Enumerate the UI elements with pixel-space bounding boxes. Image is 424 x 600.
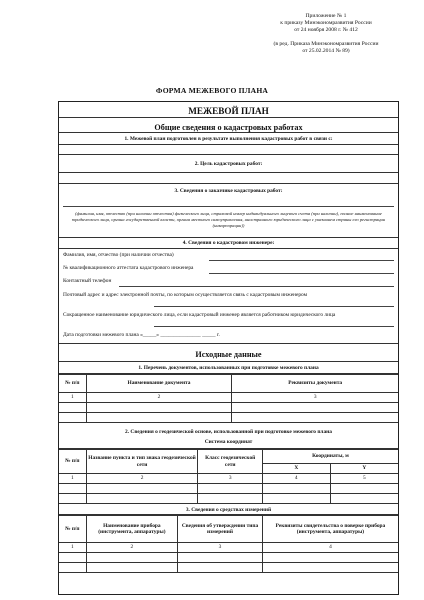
table-row bbox=[59, 375, 398, 393]
table-row[interactable] bbox=[59, 403, 398, 413]
source-title-row bbox=[59, 344, 398, 362]
header-line: от 25.02.2014 № 89) bbox=[302, 47, 350, 54]
col-header: Наименование документа bbox=[86, 375, 232, 393]
table-cell[interactable] bbox=[198, 494, 262, 504]
form-frame bbox=[58, 101, 399, 595]
col-number: 2 bbox=[86, 393, 232, 403]
engineer-block bbox=[59, 249, 398, 344]
plan-title: МЕЖЕВОЙ ПЛАН bbox=[188, 106, 269, 116]
table-cell[interactable] bbox=[59, 403, 86, 413]
header-line: Приложение № 1 bbox=[305, 13, 347, 19]
col-number: 2 bbox=[86, 474, 198, 484]
phone-line[interactable] bbox=[119, 286, 394, 287]
engineer-name-label: Фамилия, имя, отчество (при наличии отчества) bbox=[63, 252, 174, 258]
table-cell[interactable] bbox=[59, 494, 86, 504]
plan-title-row bbox=[59, 102, 398, 118]
general-title-row bbox=[59, 118, 398, 133]
general-title: Общие сведения о кадастровых работах bbox=[154, 123, 303, 132]
table-cell[interactable] bbox=[59, 563, 86, 573]
col-header: Наименование прибора (инструмента, аппаратуры) bbox=[86, 516, 178, 543]
col-number: 4 bbox=[262, 474, 330, 484]
certificate-line[interactable] bbox=[209, 273, 394, 274]
col-header: Реквизиты документа bbox=[232, 375, 398, 393]
instruments-table bbox=[59, 515, 398, 573]
table-row bbox=[59, 543, 398, 553]
table-row[interactable] bbox=[59, 563, 398, 573]
table-row[interactable] bbox=[59, 494, 398, 504]
table-cell[interactable] bbox=[178, 563, 263, 573]
table-cell[interactable] bbox=[86, 403, 232, 413]
col-header: № п/п bbox=[59, 375, 86, 393]
table-cell[interactable] bbox=[232, 403, 398, 413]
col-header: Сведения об утверждении типа измерений bbox=[178, 516, 263, 543]
table-cell[interactable] bbox=[178, 553, 263, 563]
table-cell[interactable] bbox=[262, 494, 330, 504]
engineer-name-line[interactable] bbox=[209, 260, 394, 261]
table-cell[interactable] bbox=[198, 484, 262, 494]
source-title: Исходные данные bbox=[195, 350, 262, 359]
header-line: от 24 ноября 2008 г. № 412 bbox=[294, 27, 358, 34]
col-number: 5 bbox=[330, 474, 398, 484]
table-1-title: 1. Перечень документов, использованных при подготовке межевого плана bbox=[59, 362, 398, 374]
col-header: Название пункта и тип знака геодезической сети bbox=[86, 450, 198, 474]
col-number: 1 bbox=[59, 543, 86, 553]
col-header: № п/п bbox=[59, 516, 86, 543]
col-number: 3 bbox=[198, 474, 262, 484]
table-cell[interactable] bbox=[59, 553, 86, 563]
table-cell[interactable] bbox=[59, 484, 86, 494]
section-3-block bbox=[59, 184, 398, 238]
table-2-title-block bbox=[59, 425, 398, 449]
col-number: 4 bbox=[262, 543, 398, 553]
address-line[interactable] bbox=[154, 306, 394, 307]
customer-note: (фамилия, имя, отчество (при наличии отчества) физического лица, страховой номер индивидуального лицевого счета (при наличии), полное наименование юридического лица, органа государственной власти, органа местного самоуправления, иностранного юридического лица с указанием страны его регистрации (инкорпорации)) bbox=[71, 211, 386, 228]
section-3-title: 3. Сведения о заказчике кадастровых работ: bbox=[174, 188, 283, 194]
section-2-field[interactable] bbox=[59, 173, 398, 184]
table-row[interactable] bbox=[59, 553, 398, 563]
table-2-title: 2. Сведения о геодезической основе, использованной при подготовке межевого плана bbox=[125, 429, 332, 435]
table-cell[interactable] bbox=[86, 553, 178, 563]
header-line: (в ред. Приказа Минэкономразвития России bbox=[273, 40, 379, 47]
table-row[interactable] bbox=[59, 484, 398, 494]
table-row bbox=[59, 450, 398, 464]
section-2-title: 2. Цель кадастровых работ: bbox=[59, 155, 398, 173]
form-title: ФОРМА МЕЖЕВОГО ПЛАНА bbox=[155, 86, 269, 95]
customer-input-line[interactable] bbox=[63, 206, 394, 207]
table-cell[interactable] bbox=[262, 563, 398, 573]
table-cell[interactable] bbox=[59, 413, 86, 423]
table-row bbox=[59, 393, 398, 403]
table-row bbox=[59, 516, 398, 543]
col-header: Реквизиты свидетельства о поверке прибора (инструмента, аппаратуры) bbox=[262, 516, 398, 543]
col-number: 2 bbox=[86, 543, 178, 553]
table-cell[interactable] bbox=[232, 413, 398, 423]
col-header: Y bbox=[330, 464, 398, 474]
col-number: 1 bbox=[59, 474, 86, 484]
col-number: 1 bbox=[59, 393, 86, 403]
table-row bbox=[59, 474, 398, 484]
geodetic-table bbox=[59, 449, 398, 504]
phone-label: Контактный телефон bbox=[63, 278, 112, 284]
header-block bbox=[246, 13, 406, 55]
col-number: 3 bbox=[178, 543, 263, 553]
col-header: № п/п bbox=[59, 450, 86, 474]
table-cell[interactable] bbox=[330, 484, 398, 494]
header-line: к приказу Минэкономразвития России bbox=[280, 20, 372, 27]
table-cell[interactable] bbox=[86, 413, 232, 423]
col-header: X bbox=[262, 464, 330, 474]
table-cell[interactable] bbox=[86, 563, 178, 573]
documents-table bbox=[59, 374, 398, 423]
table-cell[interactable] bbox=[262, 484, 330, 494]
certificate-label: № квалификационного аттестата кадастрового инженера bbox=[63, 265, 194, 271]
table-cell[interactable] bbox=[262, 553, 398, 563]
section-1-title: 1. Межевой план подготовлен в результате выполнения кадастровых работ в связи с: bbox=[59, 133, 398, 145]
coordinate-system-label: Система координат bbox=[204, 439, 253, 446]
table-cell[interactable] bbox=[86, 494, 198, 504]
table-cell[interactable] bbox=[330, 494, 398, 504]
org-line[interactable] bbox=[154, 326, 394, 327]
col-header: Класс геодезической сети bbox=[198, 450, 262, 474]
col-number: 3 bbox=[232, 393, 398, 403]
table-cell[interactable] bbox=[86, 484, 198, 494]
address-label: Почтовый адрес и адрес электронной почты, по которым осуществляется связь с кадастровым инженером bbox=[63, 292, 308, 298]
section-4-title: 4. Сведения о кадастровом инженере: bbox=[59, 238, 398, 249]
col-header: Координаты, м bbox=[262, 450, 398, 464]
table-row[interactable] bbox=[59, 413, 398, 423]
org-label: Сокращенное наименование юридического лица, если кадастровый инженер является работником юридического лица bbox=[63, 312, 336, 318]
section-1-field[interactable] bbox=[59, 145, 398, 155]
table-3-title: 3. Сведения о средствах измерений bbox=[59, 503, 398, 515]
plan-date-label: Дата подготовки межевого плана «_____» _______________ _____ г. bbox=[63, 332, 220, 338]
